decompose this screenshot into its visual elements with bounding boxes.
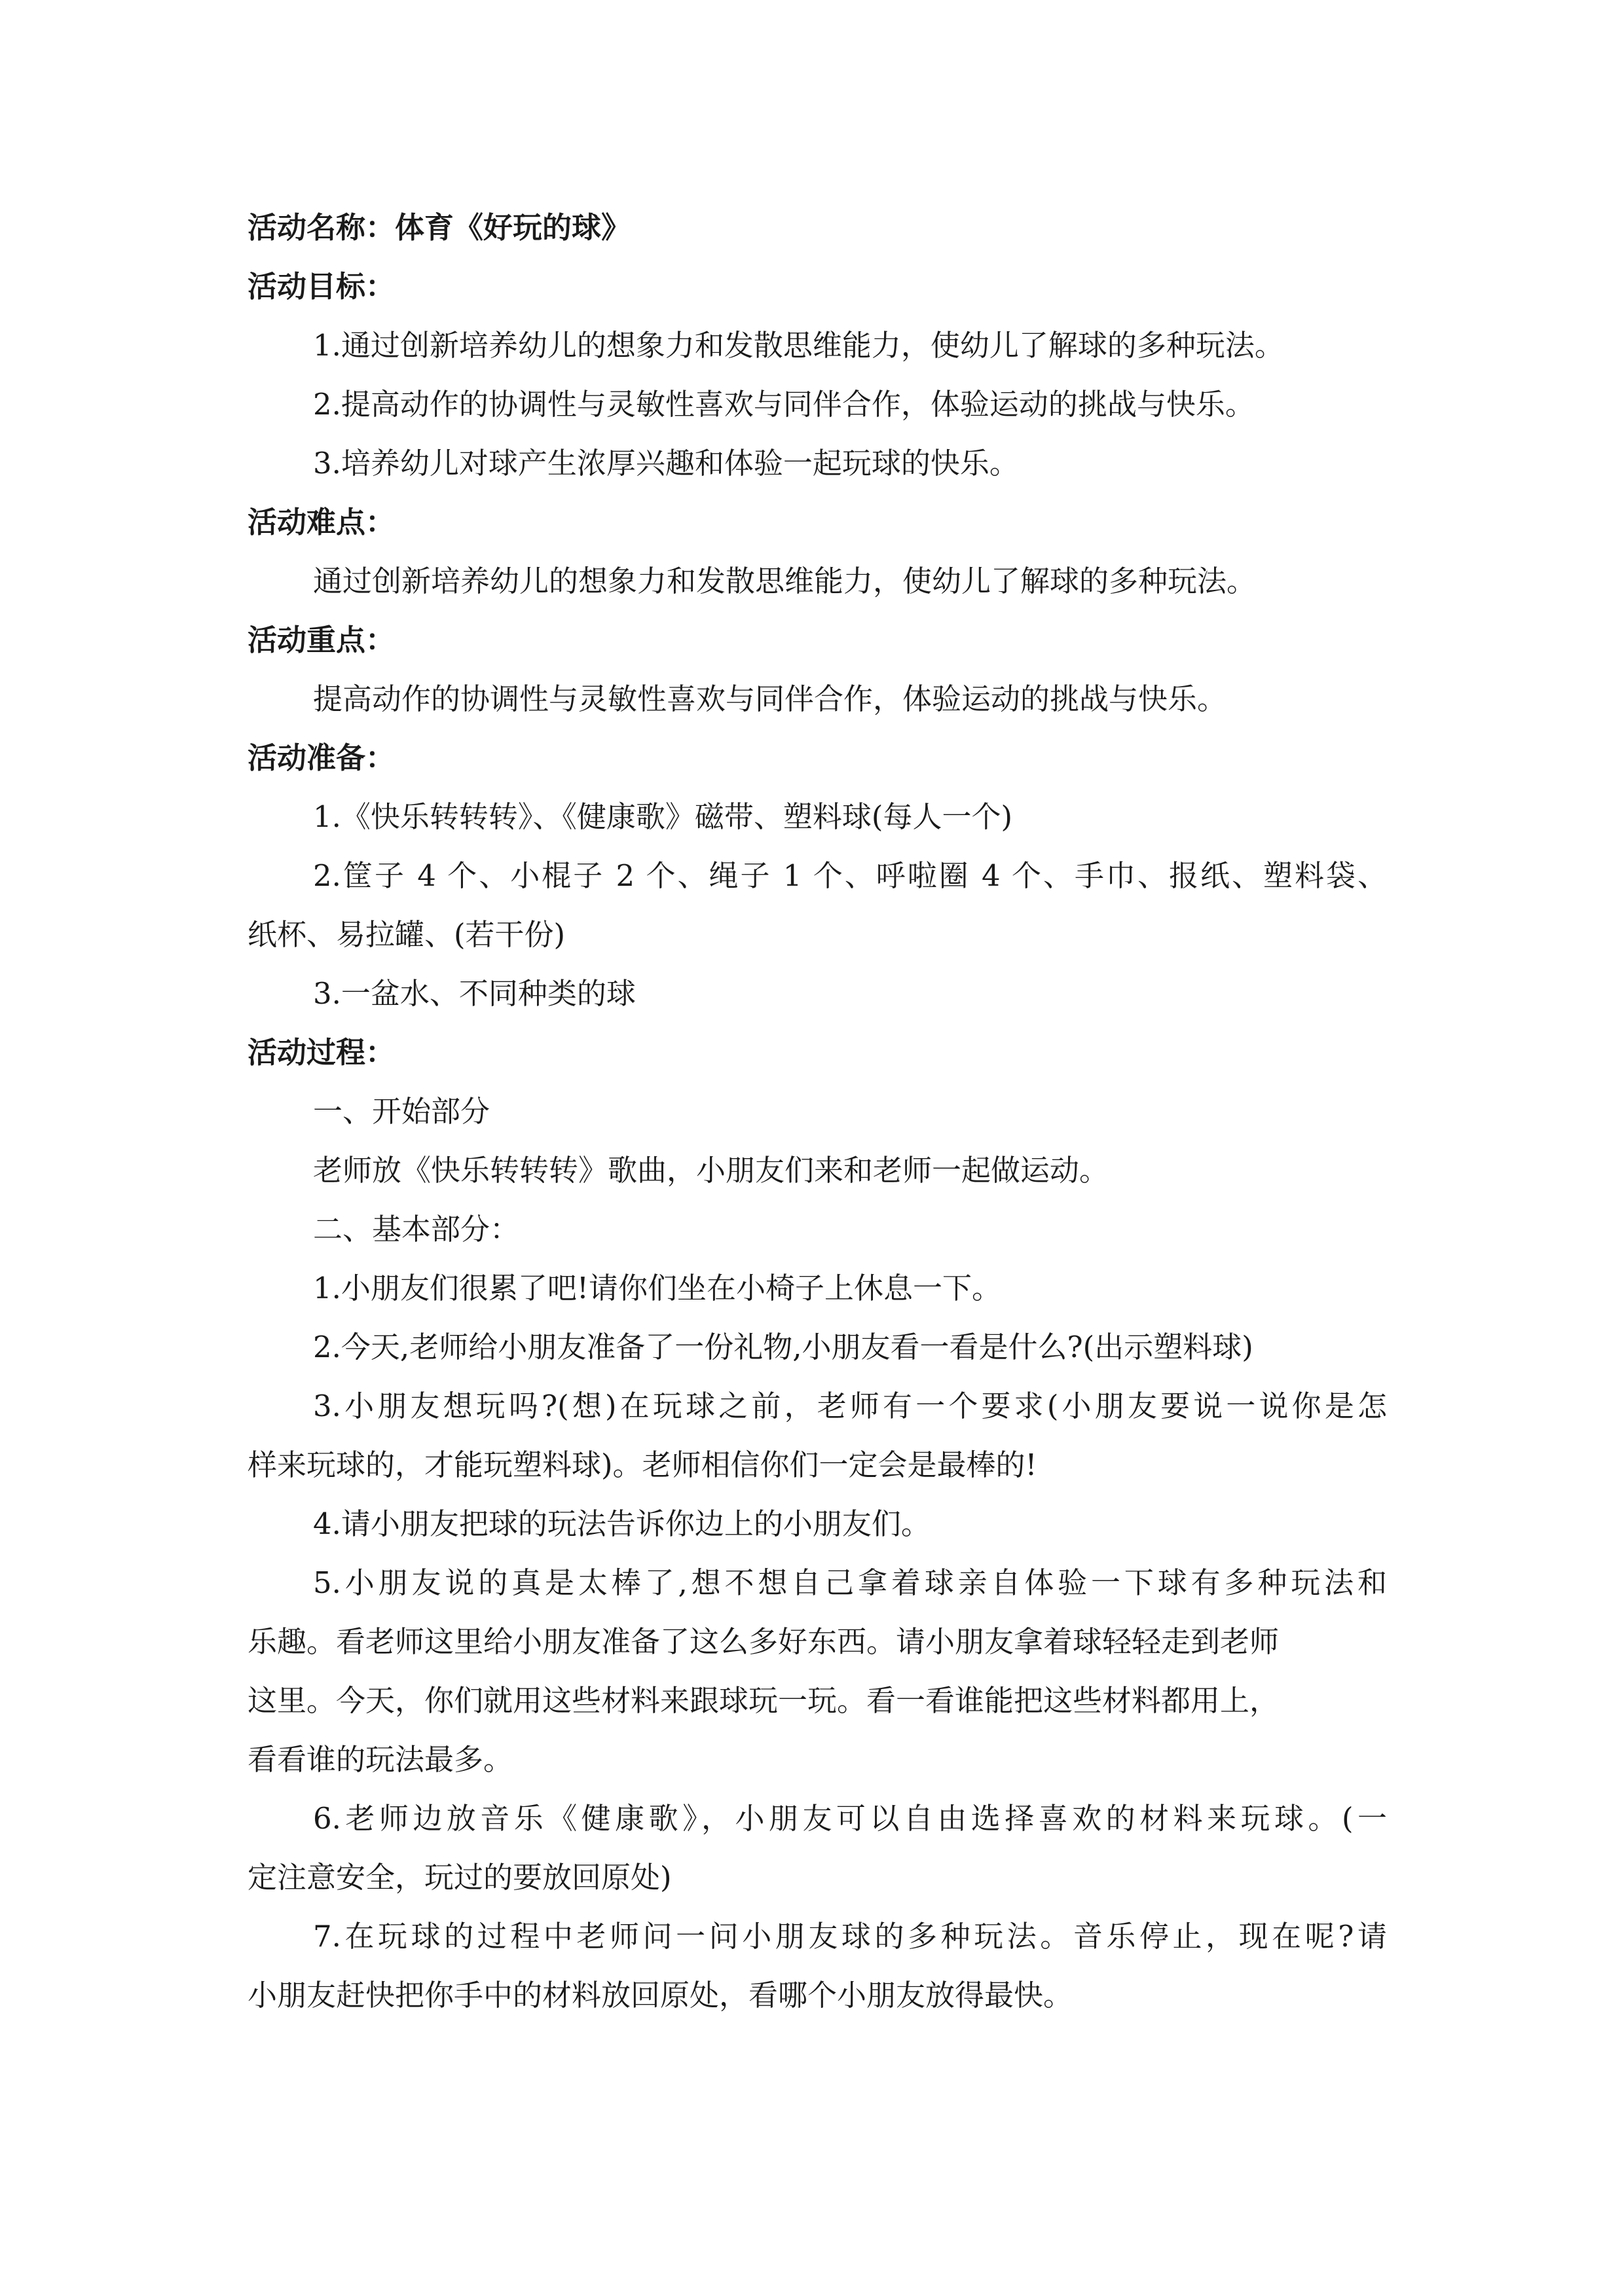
preparation-item-2-line-2: 纸杯、易拉罐、(若干份) (248, 917, 566, 952)
process-step-5-line-4: 看看谁的玩法最多。 (248, 1742, 513, 1777)
document-page (248, 208, 1387, 2035)
process-step-1: 1.小朋友们很累了吧!请你们坐在小椅子上休息一下。 (313, 1271, 1002, 1305)
process-step-5-line-1: 5.小朋友说的真是太棒了,想不想自己拿着球亲自体验一下球有多种玩法和 (313, 1565, 1387, 1600)
process-step-7-line-1: 7.在玩球的过程中老师问一问小朋友球的多种玩法。音乐停止，现在呢?请 (313, 1919, 1387, 1954)
process-step-7-line-2: 小朋友赶快把你手中的材料放回原处，看哪个小朋友放得最快。 (248, 1978, 1073, 2013)
process-step-5 (248, 1563, 1387, 1779)
difficulty-heading: 活动难点： (248, 505, 396, 539)
process-step-2: 2.今天,老师给小朋友准备了一份礼物,小朋友看一看是什么?(出示塑料球) (313, 1330, 1253, 1364)
process-part-1-title: 一、开始部分 (313, 1094, 490, 1129)
goal-item-3: 3.培养幼儿对球产生浓厚兴趣和体验一起玩球的快乐。 (313, 446, 1019, 481)
process-step-5-line-2: 乐趣。看老师这里给小朋友准备了这么多好东西。请小朋友拿着球轻轻走到老师 (248, 1624, 1280, 1659)
goal-item-2: 2.提高动作的协调性与灵敏性喜欢与同伴合作，体验运动的挑战与快乐。 (313, 387, 1255, 422)
process-step-6 (248, 1799, 1387, 1897)
process-part-2-title: 二、基本部分： (313, 1212, 520, 1247)
activity-title: 活动名称：体育《好玩的球》 (248, 210, 631, 245)
process-step-3-line-1: 3.小朋友想玩吗?(想)在玩球之前，老师有一个要求(小朋友要说一说你是怎 (313, 1389, 1387, 1423)
difficulty-text: 通过创新培养幼儿的想象力和发散思维能力，使幼儿了解球的多种玩法。 (313, 564, 1257, 598)
preparation-heading: 活动准备： (248, 740, 396, 775)
process-step-4: 4.请小朋友把球的玩法告诉你边上的小朋友们。 (313, 1506, 931, 1541)
process-step-7 (248, 1917, 1387, 2015)
focus-text: 提高动作的协调性与灵敏性喜欢与同伴合作，体验运动的挑战与快乐。 (313, 682, 1227, 716)
preparation-item-2-line-1: 2.筐子 4 个、小棍子 2 个、绳子 1 个、呼啦圈 4 个、手巾、报纸、塑料袋、 (313, 858, 1387, 893)
preparation-item-3: 3.一盆水、不同种类的球 (313, 976, 636, 1011)
process-step-6-line-1: 6.老师边放音乐《健康歌》，小朋友可以自由选择喜欢的材料来玩球。(一 (313, 1801, 1387, 1836)
preparation-item-2 (248, 856, 1387, 955)
process-step-6-line-2: 定注意安全，玩过的要放回原处) (248, 1860, 672, 1895)
preparation-item-1: 1.《快乐转转转》、《健康歌》磁带、塑料球(每人一个) (313, 799, 1013, 834)
process-part-1-text: 老师放《快乐转转转》歌曲，小朋友们来和老师一起做运动。 (313, 1153, 1109, 1188)
goal-item-1: 1.通过创新培养幼儿的想象力和发散思维能力，使幼儿了解球的多种玩法。 (313, 328, 1284, 363)
process-heading: 活动过程： (248, 1035, 396, 1070)
process-step-5-line-3: 这里。今天，你们就用这些材料来跟球玩一玩。看一看谁能把这些材料都用上， (248, 1683, 1280, 1718)
process-step-3 (248, 1387, 1387, 1485)
process-step-3-line-2: 样来玩球的，才能玩塑料球)。老师相信你们一定会是最棒的! (248, 1448, 1037, 1482)
focus-heading: 活动重点： (248, 623, 396, 657)
goals-heading: 活动目标： (248, 269, 396, 304)
